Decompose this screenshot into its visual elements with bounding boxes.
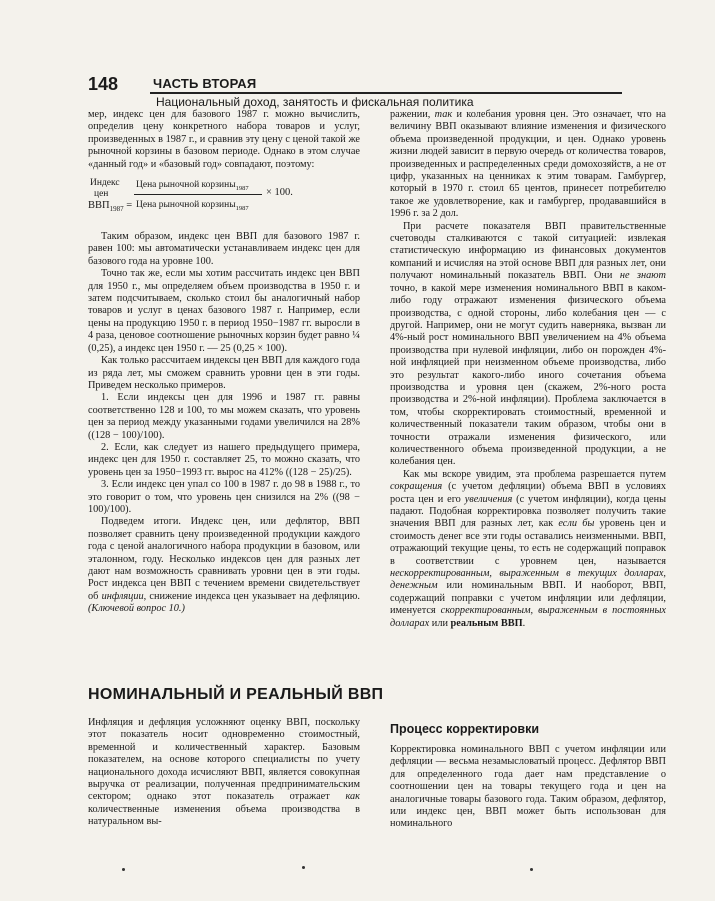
part-title: ЧАСТЬ ВТОРАЯ <box>153 76 257 91</box>
paragraph: Точно так же, если мы хотим рассчитать индекс цен ВВП для 1950 г., мы определяем объем производства в 1950 г. и затем подсчитываем, сколько стоил бы аналогичный набор товаров и услуг в ценах базового 1987 г. Например, если цены на продукцию 1950 г. в период 1950−1987 гг. выросли в 4 раза, ценовое соотношение рыночных корзин будет равно ¼ (0,25), а индекс цен 1950 г. — 25 (0,25 × 100). <box>88 268 360 354</box>
running-header: Национальный доход, занятость и фискальная политика <box>156 95 474 109</box>
fraction-bar <box>134 194 262 195</box>
paragraph: Подведем итоги. Индекс цен, или дефлятор, ВВП позволяет сравнить цену произведенной продукции каждого года с ценой аналогичного набора продукции в базовом, или эталонном, году. Несколько индексов цен для разных лет дают нам возможность сравнивать уровни цен в эти годы. Рост индекса цен ВВП с течением времени свидетельствует об инфляции, снижение индекса цен указывает на дефляцию. (Ключевой вопрос 10.) <box>88 516 360 615</box>
paragraph: мер, индекс цен для базового 1987 г. можно вычислить, определив цену конкретного набора товаров и услуг, произведенных в 1987 г., и сравнив эту цену с ценой такой же рыночной корзины в базовом периоде. Однако в этом случае «данный год» и «базовый год» совпадают, поэтому: <box>88 109 360 170</box>
paragraph: 3. Если индекс цен упал со 100 в 1987 г. до 98 в 1988 г., то это говорит о том, что уровень цен снизился на 2% ((98 − 100)/100). <box>88 479 360 515</box>
scan-speck <box>530 868 533 871</box>
paragraph: Корректировка номинального ВВП с учетом инфляции или дефляции — весьма незамысловатый процесс. Дефлятор ВВП для определенного года дает нам представление о соотношении цен на товары текущего года и цен на аналогичные товары базового года. Таким образом, дефлятор, или индекс цен, ВВП может быть использован для номинального <box>390 744 666 830</box>
formula-numerator: Цена рыночной корзины$_{1987}$ <box>136 180 249 192</box>
subsection-title: Процесс корректировки <box>390 722 540 736</box>
scan-speck <box>302 866 305 869</box>
page-number: 148 <box>88 74 119 94</box>
formula-lhs-line2: цен <box>94 189 109 200</box>
right-column <box>390 109 666 630</box>
header-rule <box>150 92 622 94</box>
paragraph: Таким образом, индекс цен ВВП для базового 1987 г. равен 100: мы автоматически устанавливаем индекс цен для базового года на уровне 100. <box>88 231 360 267</box>
scan-speck <box>122 868 125 871</box>
subsection-body <box>390 744 666 831</box>
formula-denominator: Цена рыночной корзины$_{1987}$ <box>136 200 249 212</box>
formula-lhs-line1: Индекс <box>90 178 120 189</box>
formula-price-index <box>88 177 360 223</box>
left-column <box>88 109 360 616</box>
formula-multiplier: × 100. <box>266 187 293 199</box>
paragraph: Как мы вскоре увидим, эта проблема разрешается путем сокращения (с учетом дефляции) объема ВВП в условиях роста цен и его увеличения (с учетом инфляции), когда цены падают. Подобная корректировка позволяет получить такие значения ВВП для разных лет, как если бы уровень цен и стоимость денег все эти годы оставались неизменными. ВВП, отражающий текущие цены, то есть не содержащий поправок в соответствии с уровнем цен, называется нескорректированным, выраженным в текущих долларах, денежным или номинальным ВВП. И наоборот, ВВП, содержащий поправки с учетом инфляции или дефляции, именуется скорректированным, выраженным в постоянных долларах или реальным ВВП. <box>390 468 667 629</box>
formula-lhs-line3: $ВВП_{1987}$ = <box>88 200 133 214</box>
paragraph: 1. Если индексы цен для 1996 и 1987 гг. равны соответственно 128 и 100, то мы можем сказать, что уровень цен за период между указанными годами увеличился на 28% ((128 − 100)/100). <box>88 392 360 441</box>
paragraph: 2. Если, как следует из нашего предыдущего примера, индекс цен для 1950 г. составляет 25, то можно сказать, что уровень цен за 1950−1993 гг. вырос на 412% ((128 − 25)/25). <box>88 441 360 478</box>
paragraph: При расчете показателя ВВП правительственные счетоводы сталкиваются с такой ситуацией: извлекая статистическую информацию из финансовых документов компаний и исчисляя на этой основе ВВП для разных лет, они получают номинальный показатель ВВП. Они не знают точно, в какой мере изменения номинального ВВП в каком-либо году отражают изменения физического объема производства, с одной стороны, либо колебания цен — с другой. Например, они не могут судить наверняка, вызван ли 4%-ный рост номинального ВВП увеличением на 4% объема производства при нулевой инфляции, либо он порожден 4%-ной инфляцией при неизменном объеме производства, либо это результат какого-либо иного сочетания объема производства и уровня цен (скажем, 2%-ного роста производства и 2%-ной инфляции). Проблема заключается в том, чтобы скорректировать стоимостный, временной и количественный показатели таким образом, чтобы они в точности отражали изменения физического, или количественного объема произведенной продукции, а не колебания цен. <box>390 220 666 468</box>
paragraph: ражении, так и колебания уровня цен. Это означает, что на величину ВВП оказывают влияние изменения и физического объема произведенной продукции, и цен. Однако уровень жизни людей зависит в первую очередь от количества товаров, произведенных и распределенных среди домохозяйств, а не от цифр, указанных на ценниках к этим товарам. Гамбургер, который в 1970 г. стоил 65 центов, принесет потребителю такое же удовлетворение, как и гамбургер, продававшийся в 1996 г. за 2 дол. <box>390 109 666 220</box>
paragraph: Как только рассчитаем индексы цен ВВП для каждого года из ряда лет, мы сможем сравнить уровни цен в эти годы. Приведем несколько примеров. <box>88 355 360 391</box>
section-body <box>88 717 360 829</box>
paragraph: Инфляция и дефляция усложняют оценку ВВП, поскольку этот показатель носит одновременно стоимостный, временной и количественный характер. Базовым показателем, на основе которого специалисты по учету национального дохода исчисляют ВВП, является совокупная выручка от реализации, полученная предпринимательским сектором; однако этот показатель отражает как количественные изменения объема производства в натуральном вы- <box>88 717 360 828</box>
section-title: НОМИНАЛЬНЫЙ И РЕАЛЬНЫЙ ВВП <box>88 686 384 703</box>
